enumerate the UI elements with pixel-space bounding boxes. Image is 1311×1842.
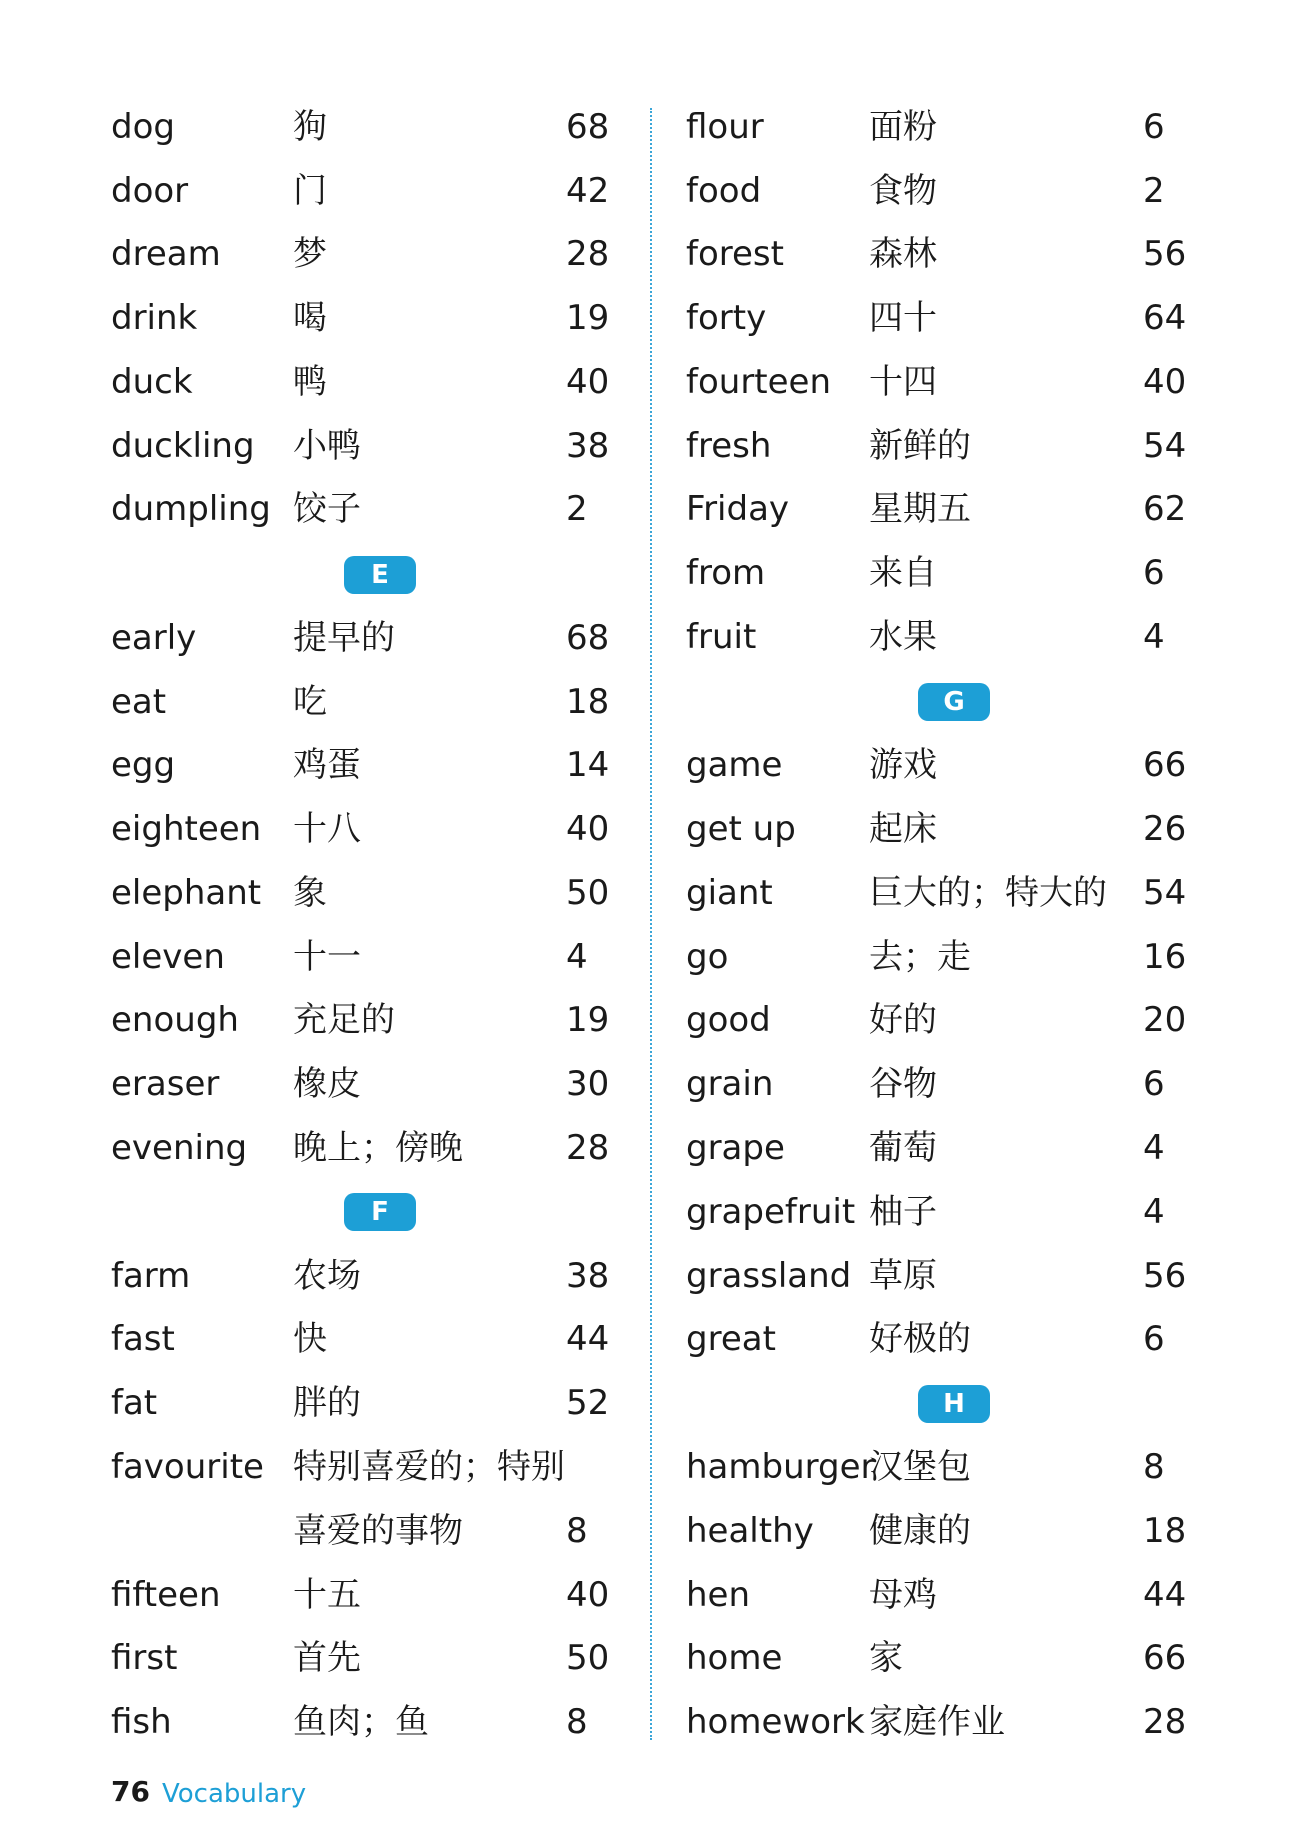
vocab-word: fat [111, 1383, 158, 1423]
vocab-meaning: 十五 [293, 1575, 361, 1615]
vocab-page: 4 [1143, 617, 1165, 657]
vocab-meaning: 晚上；傍晚 [293, 1128, 463, 1168]
vocab-page: 68 [566, 107, 610, 147]
vocab-word: egg [111, 745, 176, 785]
vocab-word: first [111, 1638, 178, 1678]
vocab-page: 6 [1143, 1064, 1165, 1104]
vocab-meaning: 汉堡包 [869, 1447, 971, 1487]
vocab-word: grape [686, 1128, 785, 1168]
vocab-row [0, 861, 1311, 925]
vocab-row [0, 286, 1311, 350]
vocab-row [0, 350, 1311, 414]
vocab-word: eraser [111, 1064, 220, 1104]
vocab-page: 20 [1143, 1000, 1187, 1040]
vocab-row [0, 1244, 1311, 1308]
vocab-word: Friday [686, 489, 790, 529]
vocab-meaning: 家 [869, 1638, 903, 1678]
vocab-row [0, 1499, 1311, 1563]
vocab-meaning: 鸭 [293, 362, 327, 402]
vocab-word: forty [686, 298, 767, 338]
vocab-page: 44 [566, 1319, 610, 1359]
vocab-meaning: 母鸡 [869, 1575, 937, 1615]
vocab-row [0, 414, 1311, 478]
vocab-meaning: 草原 [869, 1256, 937, 1296]
vocab-word: from [686, 553, 766, 593]
vocab-meaning: 喝 [293, 298, 327, 338]
vocab-meaning: 葡萄 [869, 1128, 937, 1168]
vocab-page: 68 [566, 618, 610, 658]
vocab-word: favourite [111, 1447, 264, 1487]
vocab-page: 50 [566, 873, 610, 913]
vocab-meaning: 小鸭 [293, 426, 361, 466]
vocab-row [0, 1626, 1311, 1690]
vocab-meaning: 门 [293, 171, 327, 211]
vocab-page: 14 [566, 745, 610, 785]
vocab-page: 56 [1143, 1256, 1187, 1296]
vocab-page: 66 [1143, 1638, 1187, 1678]
vocab-word: eleven [111, 937, 225, 977]
vocab-word: drink [111, 298, 198, 338]
vocab-page: 56 [1143, 234, 1187, 274]
vocab-word: dream [111, 234, 221, 274]
vocab-page: 40 [566, 362, 610, 402]
vocab-meaning: 十四 [869, 362, 937, 402]
section-badge-h: H [918, 1385, 990, 1423]
vocab-meaning: 梦 [293, 234, 327, 274]
vocab-meaning: 去；走 [869, 937, 971, 977]
vocab-row [0, 1116, 1311, 1180]
vocab-word: forest [686, 234, 784, 274]
section-badge-f: F [344, 1193, 416, 1231]
vocab-word: fifteen [111, 1575, 221, 1615]
vocab-page: 16 [1143, 937, 1187, 977]
vocab-meaning: 起床 [869, 809, 937, 849]
vocab-word: grassland [686, 1256, 852, 1296]
vocab-word: healthy [686, 1511, 814, 1551]
vocab-row [0, 1307, 1311, 1371]
vocab-word: great [686, 1319, 776, 1359]
vocab-page: 42 [566, 171, 610, 211]
vocab-word: fourteen [686, 362, 832, 402]
vocab-word: fresh [686, 426, 772, 466]
vocab-word: eighteen [111, 809, 262, 849]
vocab-meaning: 来自 [869, 553, 937, 593]
vocab-word: fruit [686, 617, 757, 657]
vocab-page: 8 [566, 1511, 588, 1551]
vocab-word: fast [111, 1319, 175, 1359]
vocab-page: 26 [1143, 809, 1187, 849]
vocab-word: game [686, 745, 783, 785]
vocab-page: 44 [1143, 1575, 1187, 1615]
vocab-meaning: 水果 [869, 617, 937, 657]
vocab-meaning: 森林 [869, 234, 937, 274]
vocab-page: 28 [1143, 1702, 1187, 1742]
vocab-meaning: 食物 [869, 171, 937, 211]
vocab-word: grain [686, 1064, 774, 1104]
vocab-meaning: 充足的 [293, 1000, 395, 1040]
vocab-word: dog [111, 107, 175, 147]
section-badge-e: E [344, 556, 416, 594]
vocab-meaning: 鸡蛋 [293, 745, 361, 785]
vocab-word: duckling [111, 426, 255, 466]
vocab-page: 2 [1143, 171, 1165, 211]
vocab-word: duck [111, 362, 193, 402]
vocab-row [0, 1690, 1311, 1754]
vocab-meaning: 狗 [293, 107, 327, 147]
vocab-page: 28 [566, 234, 610, 274]
vocab-meaning: 饺子 [293, 489, 361, 529]
section-badge-g: G [918, 683, 990, 721]
vocab-word: enough [111, 1000, 239, 1040]
vocab-page: 4 [1143, 1128, 1165, 1168]
vocab-meaning: 首先 [293, 1638, 361, 1678]
vocab-page: 66 [1143, 745, 1187, 785]
footer-label: Vocabulary [162, 1779, 307, 1809]
vocab-page: 6 [1143, 107, 1165, 147]
vocab-row [0, 477, 1311, 541]
vocab-meaning: 农场 [293, 1256, 361, 1296]
vocab-page: 8 [566, 1702, 588, 1742]
vocab-meaning: 象 [293, 873, 327, 913]
vocab-meaning: 胖的 [293, 1383, 361, 1423]
vocab-meaning: 谷物 [869, 1064, 937, 1104]
vocab-meaning: 健康的 [869, 1511, 971, 1551]
vocab-row [0, 541, 1311, 605]
vocab-meaning: 游戏 [869, 745, 937, 785]
vocab-meaning: 巨大的；特大的 [869, 873, 1107, 913]
vocab-meaning: 星期五 [869, 489, 971, 529]
vocab-page: 38 [566, 1256, 610, 1296]
vocab-meaning: 十一 [293, 937, 361, 977]
vocab-word: door [111, 171, 189, 211]
vocab-word: good [686, 1000, 771, 1040]
vocab-meaning: 橡皮 [293, 1064, 361, 1104]
vocab-page: 64 [1143, 298, 1187, 338]
vocab-page: 30 [566, 1064, 610, 1104]
vocab-row [0, 1180, 1311, 1244]
vocab-row [0, 925, 1311, 989]
vocab-word: hamburger [686, 1447, 875, 1487]
vocab-word: go [686, 937, 729, 977]
vocab-row [0, 988, 1311, 1052]
vocab-page: 54 [1143, 873, 1187, 913]
vocab-page: 40 [566, 1575, 610, 1615]
vocab-word: farm [111, 1256, 191, 1296]
vocab-meaning: 家庭作业 [869, 1702, 1005, 1742]
vocab-page: 62 [1143, 489, 1187, 529]
vocab-meaning: 四十 [869, 298, 937, 338]
vocab-page: 40 [1143, 362, 1187, 402]
vocab-row [0, 1052, 1311, 1116]
vocab-word: get up [686, 809, 796, 849]
vocab-row [0, 1563, 1311, 1627]
vocab-page: 4 [566, 937, 588, 977]
vocab-page: 18 [566, 682, 610, 722]
vocab-row [0, 222, 1311, 286]
vocab-word: eat [111, 682, 167, 722]
vocab-word: grapefruit [686, 1192, 856, 1232]
vocab-word: flour [686, 107, 764, 147]
vocab-meaning: 好的 [869, 1000, 937, 1040]
vocab-row [0, 797, 1311, 861]
vocab-word: home [686, 1638, 783, 1678]
vocab-page: 18 [1143, 1511, 1187, 1551]
vocab-page: 19 [566, 298, 610, 338]
vocab-word: early [111, 618, 197, 658]
vocab-word: homework [686, 1702, 865, 1742]
vocab-page: 6 [1143, 553, 1165, 593]
vocab-page: 28 [566, 1128, 610, 1168]
vocab-meaning: 吃 [293, 682, 327, 722]
vocab-meaning: 鱼肉；鱼 [293, 1702, 429, 1742]
vocab-page: 38 [566, 426, 610, 466]
page-number: 76 [111, 1775, 150, 1808]
vocab-word: elephant [111, 873, 262, 913]
vocab-row [0, 1435, 1311, 1499]
vocab-page: 6 [1143, 1319, 1165, 1359]
vocab-meaning: 好极的 [869, 1319, 971, 1359]
vocab-word: fish [111, 1702, 172, 1742]
vocab-row [0, 95, 1311, 159]
vocab-row [0, 733, 1311, 797]
vocab-word: giant [686, 873, 773, 913]
vocab-meaning: 快 [293, 1319, 327, 1359]
vocab-page: 4 [1143, 1192, 1165, 1232]
vocab-meaning: 特别喜爱的；特别 [293, 1447, 565, 1487]
vocab-row [0, 159, 1311, 223]
vocab-page: 54 [1143, 426, 1187, 466]
vocab-word: hen [686, 1575, 751, 1615]
vocab-meaning: 十八 [293, 809, 361, 849]
vocab-word: dumpling [111, 489, 271, 529]
vocab-page: 19 [566, 1000, 610, 1040]
vocab-meaning: 柚子 [869, 1192, 937, 1232]
vocab-meaning: 喜爱的事物 [293, 1511, 463, 1551]
vocab-page: 8 [1143, 1447, 1165, 1487]
vocab-row [0, 605, 1311, 669]
vocab-page: 52 [566, 1383, 610, 1423]
vocab-page: 2 [566, 489, 588, 529]
vocab-page: 40 [566, 809, 610, 849]
vocab-word: food [686, 171, 762, 211]
vocab-meaning: 提早的 [293, 618, 395, 658]
vocab-meaning: 面粉 [869, 107, 937, 147]
vocab-page: 50 [566, 1638, 610, 1678]
vocab-meaning: 新鲜的 [869, 426, 971, 466]
vocab-word: evening [111, 1128, 248, 1168]
